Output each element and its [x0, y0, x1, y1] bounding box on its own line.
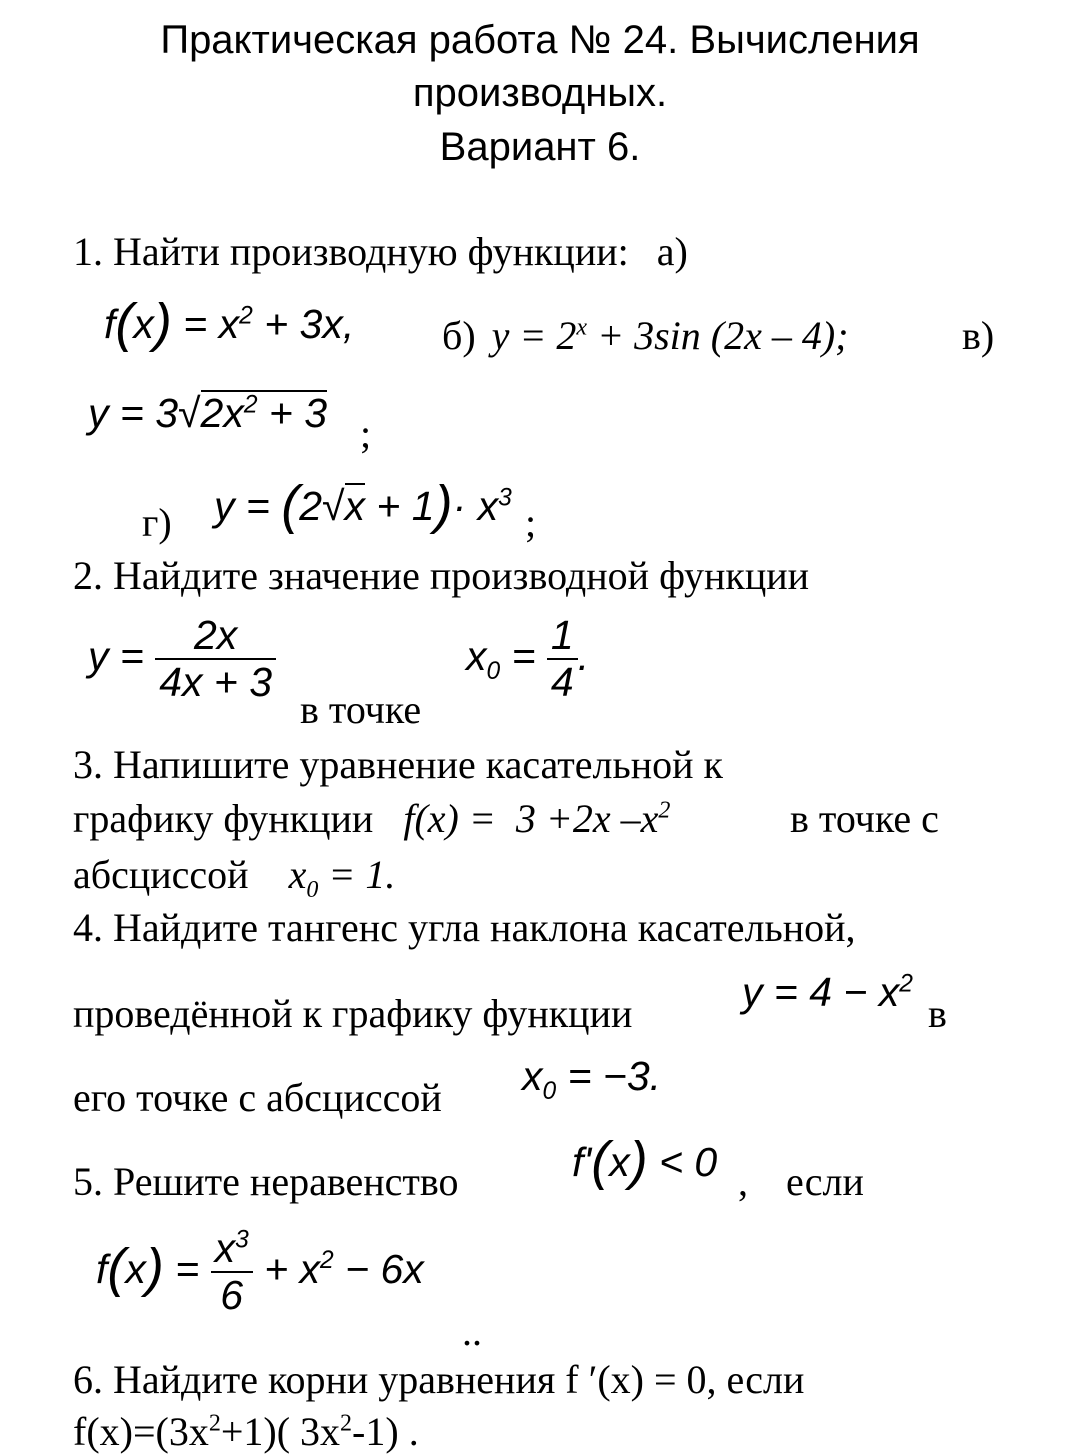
task1-item-b	[442, 313, 849, 358]
task3-formula: f(x) = 3 +2x $-x^2$	[403, 796, 671, 841]
task3-line3	[73, 852, 396, 903]
task6-formula: $f(x)=(3x^2+1)$( $3x^2-1$) .	[73, 1409, 419, 1454]
task1-label-b: б)	[442, 313, 476, 358]
task3-line3-prefix: абсциссой	[73, 852, 249, 897]
task1-semicolon-v: ;	[360, 411, 372, 456]
task1-label-g: г)	[142, 500, 172, 545]
page-title	[0, 12, 1080, 176]
task2-point: $x_0$ = $\frac{1}{4}$ .	[466, 612, 590, 705]
task4-line3-prefix: его точке с абсциссой	[73, 1075, 442, 1120]
task1-label-v: в)	[962, 313, 995, 358]
task1-semicolon-g: ;	[525, 500, 537, 545]
task5-inequality: f'(x) < 0	[572, 1131, 718, 1191]
task4-formula: $y = 4 - x^2$	[742, 969, 913, 1015]
task2-point-fraction: $\frac{1}{4}$	[547, 615, 578, 703]
task4-line2-suffix: в	[928, 991, 947, 1036]
title-line-3: Вариант 6.	[439, 125, 641, 169]
task4-line2-prefix: проведённой к графику функции	[73, 991, 633, 1036]
task1-label-a: а)	[656, 229, 688, 274]
title-line-1: Практическая работа № 24. Вычисления	[160, 18, 920, 62]
task2-formula: y = $\frac{2x}{4x + 3}$	[88, 615, 276, 703]
task5-trailing-dots: ..	[462, 1309, 482, 1354]
task2-lead: 2. Найдите значение производной функции	[73, 553, 810, 598]
task1-lead-text: 1. Найти производную функции:	[73, 229, 629, 274]
task1-lead	[73, 229, 688, 274]
task1-formula-g: $y = (2√x + 1)\cdot x^3$	[214, 475, 512, 535]
task2-at-point: в точке	[300, 687, 422, 732]
task6-line1: 6. Найдите корни уравнения f ′(x) = 0, если	[73, 1357, 805, 1402]
task1-formula-b: $y = 2^x + 3\sin$ (2x – 4);	[491, 313, 849, 358]
task5-comma: ,	[738, 1159, 748, 1204]
task5-if-word: если	[786, 1159, 864, 1204]
task5-fraction: $\frac{x^3}{6}$	[211, 1228, 253, 1316]
task2-fraction: $\frac{2x}{4x + 3}$	[155, 615, 276, 703]
task1-formula-v: $y = 3√2x^2 + 3$	[88, 390, 328, 436]
task3-line2-suffix: в точке с	[790, 796, 939, 841]
task3-line2-prefix: графику функции	[73, 796, 374, 841]
title-line-2: производных.	[412, 71, 668, 115]
task3-point: $x_0 = 1$.	[288, 852, 396, 903]
task3-line2	[73, 796, 671, 841]
task3-line1: 3. Напишите уравнение касательной к	[73, 742, 723, 787]
task5-formula: f(x) = $\frac{x^3}{6}$ + $x^2 - 6x$	[96, 1225, 424, 1318]
task4-line1: 4. Найдите тангенс угла наклона касательной,	[73, 905, 856, 950]
task1-formula-a: $f(x) = x^2 + 3x$,	[104, 293, 355, 353]
task5-lead: 5. Решите неравенство	[73, 1159, 459, 1204]
task4-point: $x_0 = -3$.	[522, 1053, 662, 1106]
